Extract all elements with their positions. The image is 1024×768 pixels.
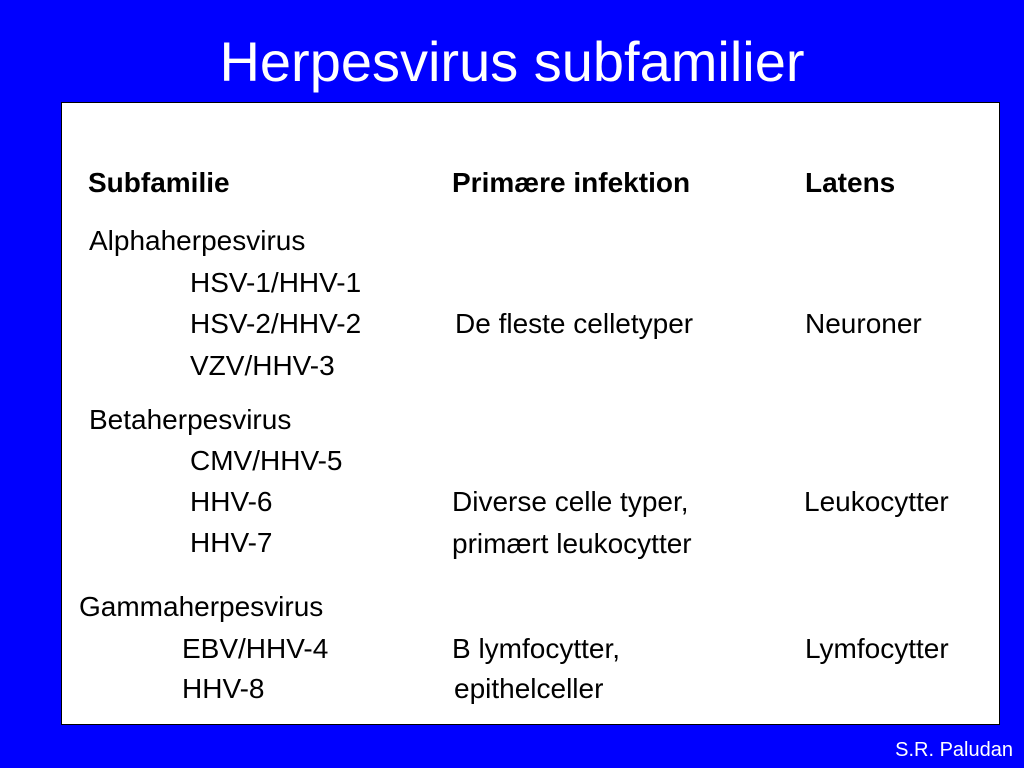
primary-infection-gamma-line2: epithelceller [454,673,604,704]
virus-item: HSV-1/HHV-1 [190,267,362,298]
header-latency: Latens [805,167,896,198]
virus-item: HSV-2/HHV-2 [190,308,362,339]
virus-item: HHV-6 [190,486,273,517]
latency-alpha: Neuroner [805,308,922,339]
virus-item: EBV/HHV-4 [182,633,329,664]
primary-infection-alpha: De fleste celletyper [455,308,694,339]
group-name-alpha: Alphaherpesvirus [89,225,306,256]
header-primary-infection: Primære infektion [452,167,691,198]
latency-gamma: Lymfocytter [805,633,949,664]
header-subfamily: Subfamilie [88,167,230,198]
virus-item: CMV/HHV-5 [190,445,343,476]
primary-infection-gamma-line1: B lymfocytter, [452,633,621,664]
author-credit: S.R. Paludan [895,739,1013,761]
group-name-gamma: Gammaherpesvirus [79,591,324,622]
virus-item: HHV-8 [182,673,265,704]
primary-infection-beta-line1: Diverse celle typer, [452,486,689,517]
virus-item: HHV-7 [190,527,273,558]
slide-title: Herpesvirus subfamilier [219,30,805,93]
content-panel [61,102,1000,725]
virus-item: VZV/HHV-3 [190,350,335,381]
primary-infection-beta-line2: primært leukocytter [452,528,692,559]
group-name-beta: Betaherpesvirus [89,404,292,435]
latency-beta: Leukocytter [804,486,949,517]
